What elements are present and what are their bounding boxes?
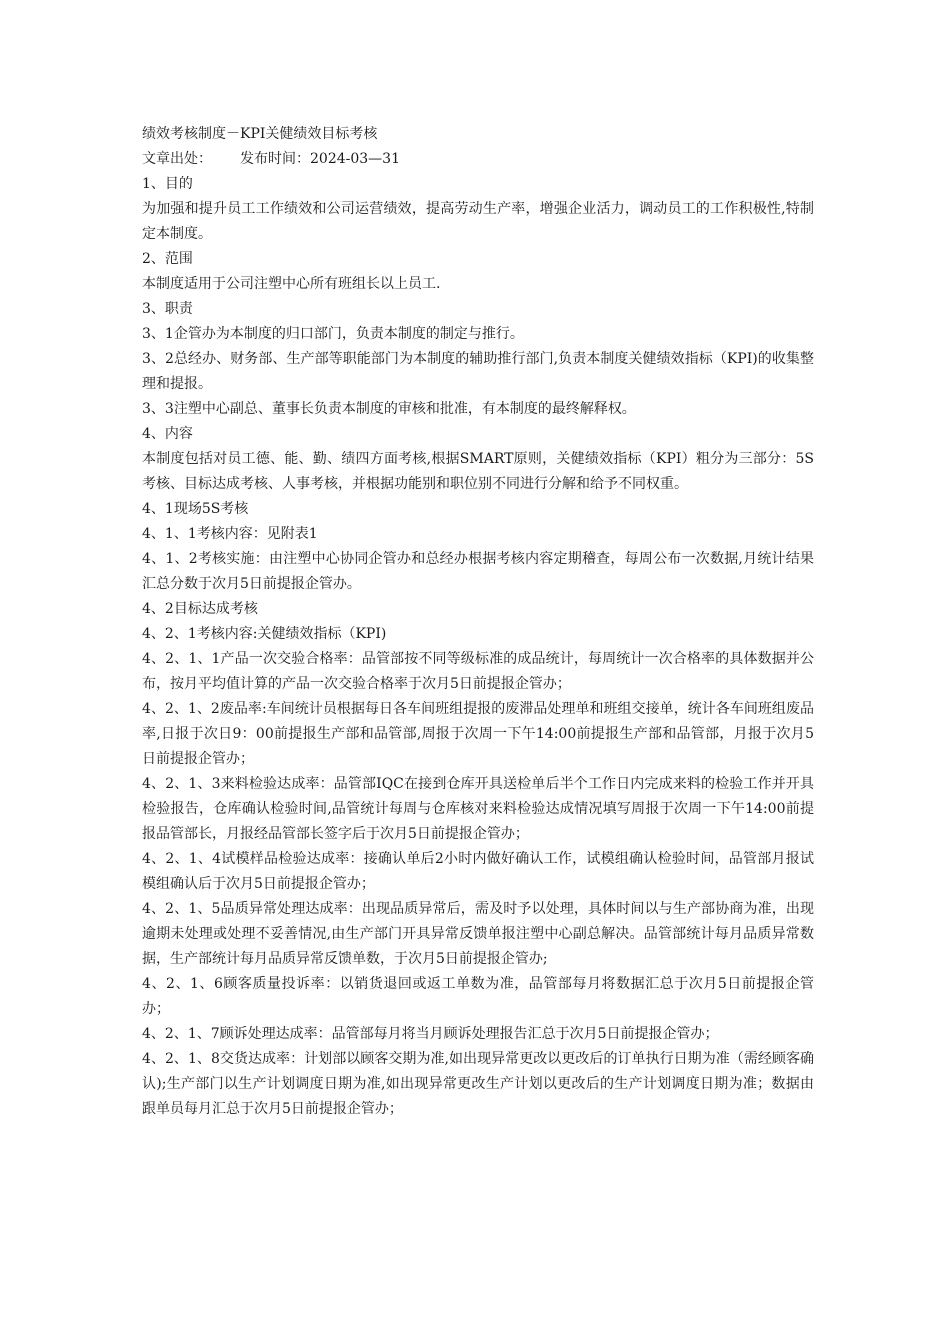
body-paragraph: 本制度包括对员工德、能、勤、绩四方面考核,根据SMART原则，关健绩效指标（KPI）粗分为三部分：5S考核、目标达成考核、人事考核，并根据功能别和职位别不同进行分解和给予不同权重。 bbox=[142, 451, 814, 492]
body-paragraph: 3、职责 bbox=[142, 301, 193, 317]
body-paragraph: 3、3注塑中心副总、董事长负责本制度的审核和批准，有本制度的最终解释权。 bbox=[142, 401, 636, 417]
body-paragraph: 3、1企管办为本制度的归口部门，负责本制度的制定与推行。 bbox=[142, 326, 524, 342]
body-paragraph: 4、内容 bbox=[142, 426, 193, 442]
body-paragraph: 4、2、1、5品质异常处理达成率：出现品质异常后，需及时予以处理，具体时间以与生产部协商为准，出现逾期未处理或处理不妥善情况,由生产部门开具异常反馈单报注塑中心副总解决。品管部统计每月品质异常数据，生产部统计每月品质异常反馈单数，于次月5日前提报企管办; bbox=[142, 901, 814, 967]
body-paragraph: 2、范围 bbox=[142, 251, 193, 267]
body-paragraph: 4、2、1、1产品一次交验合格率：品管部按不同等级标准的成品统计，每周统计一次合格率的具体数据并公布，按月平均值计算的产品一次交验合格率于次月5日前提报企管办； bbox=[142, 651, 814, 692]
body-paragraph: 4、2、1考核内容:关健绩效指标（KPI) bbox=[142, 626, 387, 642]
body-paragraph: 4、2、1、4试模样品检验达成率：接确认单后2小时内做好确认工作，试模组确认检验时间，品管部月报试模组确认后于次月5日前提报企管办； bbox=[142, 851, 814, 892]
body-paragraph: 4、2、1、6顾客质量投诉率：以销货退回或返工单数为准，品管部每月将数据汇总于次月5日前提报企管办； bbox=[142, 976, 814, 1017]
document-meta bbox=[142, 147, 814, 172]
document-title: 绩效考核制度－KPI关健绩效目标考核 bbox=[142, 126, 378, 142]
document-page bbox=[142, 122, 814, 1122]
body-paragraph: 4、1、2考核实施：由注塑中心协同企管办和总经办根据考核内容定期稽查，每周公布一次数据,月统计结果汇总分数于次月5日前提报企管办。 bbox=[142, 551, 814, 592]
body-paragraph: 3、2总经办、财务部、生产部等职能部门为本制度的辅助推行部门,负责本制度关健绩效指标（KPI)的收集整理和提报。 bbox=[142, 351, 814, 392]
body-paragraph: 1、目的 bbox=[142, 176, 193, 192]
body-paragraph: 4、2、1、8交货达成率：计划部以顾客交期为准,如出现异常更改以更改后的订单执行日期为准（需经顾客确认);生产部门以生产计划调度日期为准,如出现异常更改生产计划以更改后的生产计划调度日期为准；数据由跟单员每月汇总于次月5日前提报企管办； bbox=[142, 1051, 814, 1117]
body-paragraph: 4、2、1、2废品率:车间统计员根据每日各车间班组提报的废滞品处理单和班组交接单，统计各车间班组废品率,日报于次日9：00前提报生产部和品管部,周报于次周一下午14:00前提报生产部和品管部，月报于次月5日前提报企管办； bbox=[142, 701, 814, 767]
source-label: 文章出处： bbox=[142, 151, 212, 167]
document-body bbox=[142, 172, 814, 1122]
body-paragraph: 4、2目标达成考核 bbox=[142, 601, 258, 617]
body-paragraph: 为加强和提升员工工作绩效和公司运营绩效，提高劳动生产率，增强企业活力，调动员工的工作积极性,特制定本制度。 bbox=[142, 201, 814, 242]
body-paragraph: 本制度适用于公司注塑中心所有班组长以上员工. bbox=[142, 276, 441, 292]
body-paragraph: 4、2、1、7顾诉处理达成率：品管部每月将当月顾诉处理报告汇总于次月5日前提报企管办； bbox=[142, 1026, 719, 1042]
body-paragraph: 4、2、1、3来料检验达成率：品管部IQC在接到仓库开具送检单后半个工作日内完成来料的检验工作并开具检验报告，仓库确认检验时间,品管统计每周与仓库核对来料检验达成情况填写周报于次周一下午14:00前提报品管部长，月报经品管部长签字后于次月5日前提报企管办； bbox=[142, 776, 814, 842]
publish-date: 发布时间：2024-03—31 bbox=[240, 151, 400, 167]
body-paragraph: 4、1现场5S考核 bbox=[142, 501, 249, 517]
body-paragraph: 4、1、1考核内容：见附表1 bbox=[142, 526, 318, 542]
